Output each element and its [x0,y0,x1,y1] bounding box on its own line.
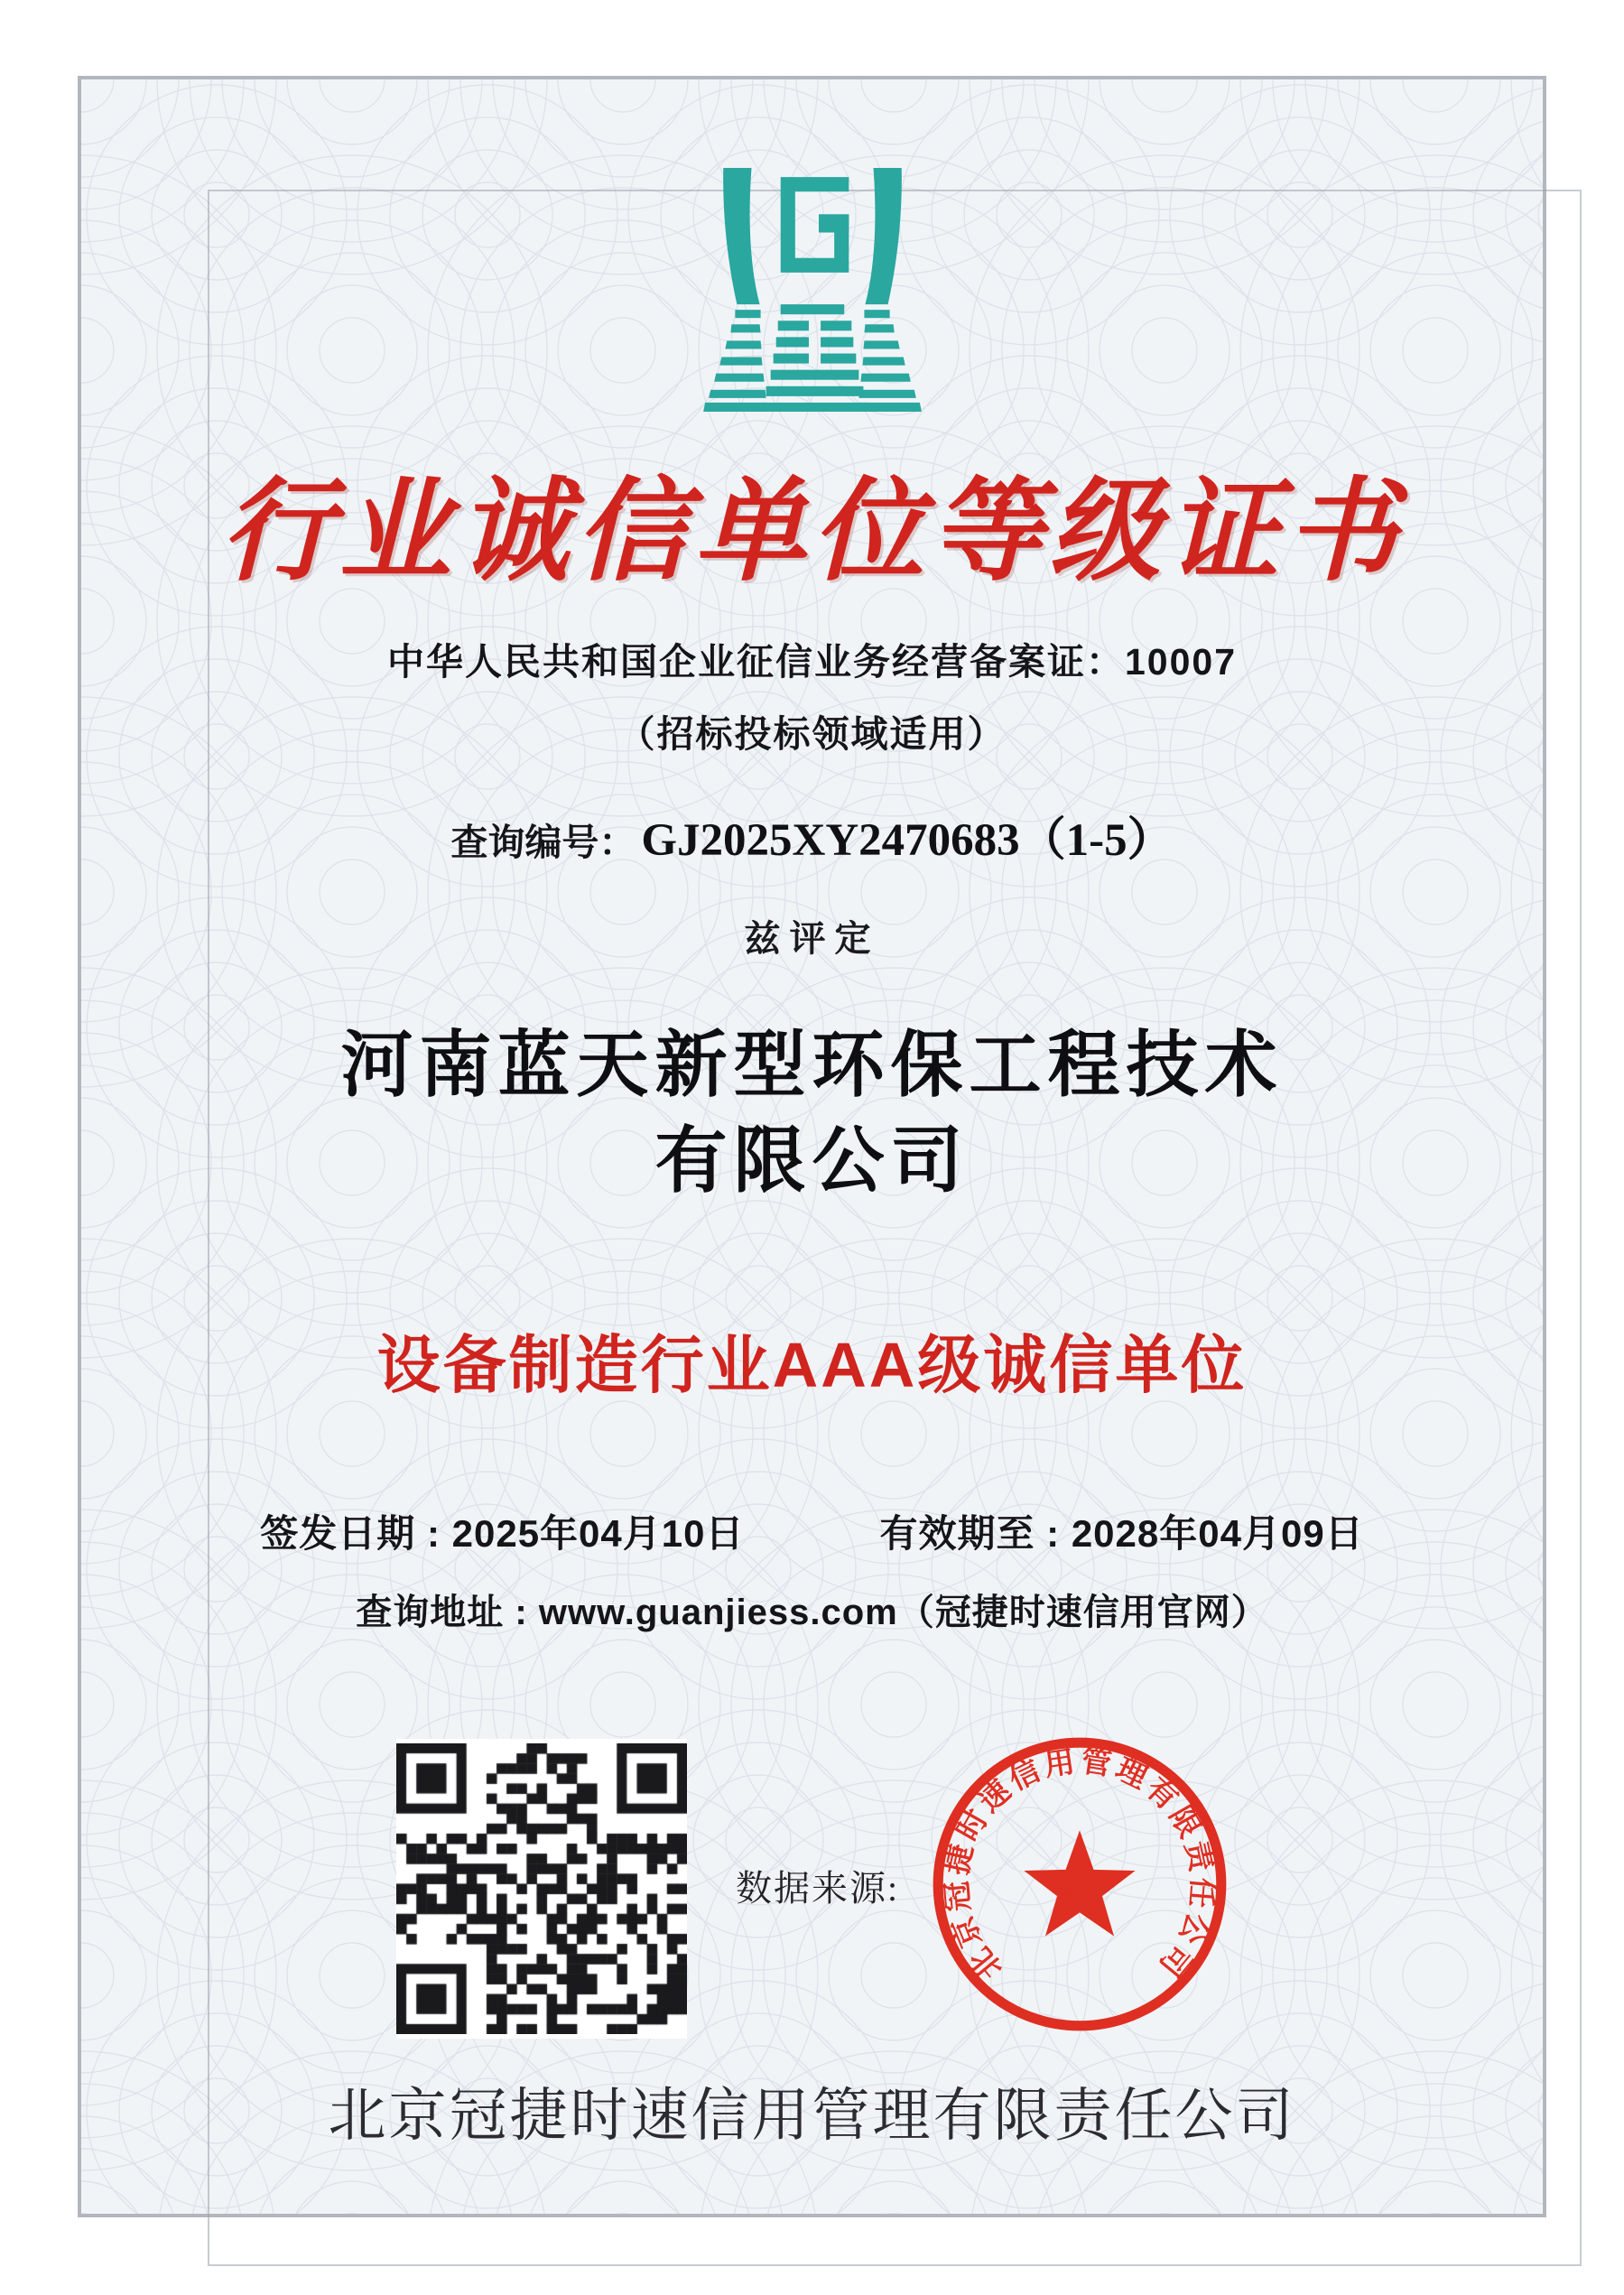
issue-date-label: 签发日期 : [260,1512,441,1555]
valid-until-value: 2028年04月09日 [1071,1512,1364,1555]
company-name [0,1018,1624,1211]
seal-star-icon [1024,1830,1135,1936]
record-number-line: 中华人民共和国企业征信业务经营备案证：10007 [386,641,1237,683]
qr-code-box [396,1739,687,2039]
brand-logo-hg-icon [691,168,933,413]
company-name-text: 河南蓝天新型环保工程技术有限公司 [340,1027,1284,1203]
hereby-text: 兹评定 [744,919,880,959]
query-number-row [0,802,1624,869]
round-company-seal [923,1728,1236,2040]
query-url-label: 查询地址 : [356,1593,528,1632]
query-url-value: www.guanjiess.com（冠捷时速信用官网） [538,1593,1268,1632]
data-source-label: 数据来源: [736,1868,900,1909]
query-number-label: 查询编号： [450,822,636,863]
award-grade-line: 设备制造行业AAA级诚信单位 [376,1330,1248,1400]
qr-code [396,1743,687,2034]
query-url-row [0,1584,1624,1635]
dates-row [0,1504,1624,1558]
issuer-name: 北京冠捷时速信用管理有限责任公司 [328,2083,1296,2148]
certificate-title: 行业诚信单位等级证书 [220,470,1404,594]
seal-text: 北京冠捷时速信用管理有限责任公司 [940,1744,1220,1985]
issue-date-value: 2025年04月10日 [451,1512,745,1555]
valid-until [880,1504,1364,1558]
query-number-value: GJ2025XY2470683（1-5） [641,815,1174,866]
issue-date [260,1504,744,1558]
valid-until-label: 有效期至 : [879,1512,1061,1555]
scope-line: （招标投标领域适用） [617,713,1007,755]
